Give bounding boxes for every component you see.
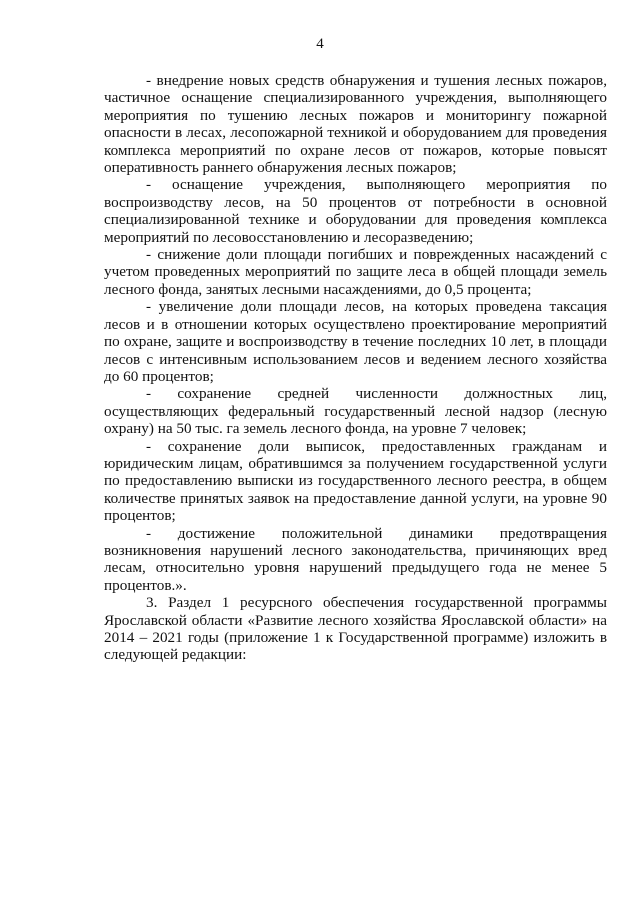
paragraph-register-extracts-share: - сохранение доли выписок, предоставленных гражданам и юридическим лицам, обратившимся за получением государственной услуги по предоставлению выписки из государственного лесного реестра, в общем количестве принятых заявок на предоставление данной услуги, на уровне 90 процентов; [104, 437, 607, 525]
paragraph-new-fire-detection-means: - внедрение новых средств обнаружения и тушения лесных пожаров, частичное оснащение специализированного учреждения, выполняющего мероприятия по тушению лесных пожаров и мониторингу пожарной опасности в лесах, лесопожарной техникой и оборудованием для проведения комплекса мероприятий по охране лесов от пожаров, которые повысят оперативность раннего обнаружения лесных пожаров; [104, 72, 607, 177]
page-number: 4 [316, 36, 324, 52]
paragraph-section-1-amendment: 3. Раздел 1 ресурсного обеспечения государственной программы Ярославской области «Развитие лесного хозяйства Ярославской области» на 2014 – 2021 годы (приложение 1 к Государственной программе) изложить в следующей редакции: [104, 594, 607, 664]
paragraph-damaged-stands-reduction: - снижение доли площади погибших и поврежденных насаждений с учетом проведенных мероприятий по защите леса в общей площади земель лесного фонда, занятых лесными насаждениями, до 0,5 процента; [104, 246, 607, 298]
document-body [104, 72, 607, 664]
paragraph-violations-prevention: - достижение положительной динамики предотвращения возникновения нарушений лесного законодательства, причиняющих вред лесам, относительно уровня нарушений предыдущего года не менее 5 процентов.». [104, 524, 607, 594]
paragraph-taxation-area-increase: - увеличение доли площади лесов, на которых проведена таксация лесов и в отношении которых осуществлено проектирование мероприятий по охране, защите и воспроизводству в течение последних 10 лет, в площади лесов с интенсивным использованием лесов и ведением лесного хозяйства до 60 процентов; [104, 298, 607, 385]
paragraph-reproduction-equipment: - оснащение учреждения, выполняющего мероприятия по воспроизводству лесов, на 50 процентов от потребности в основной специализированной технике и оборудовании для проведения комплекса мероприятий по лесовосстановлению и лесоразведению; [104, 176, 607, 246]
paragraph-forest-supervision-staff: - сохранение средней численности должностных лиц, осуществляющих федеральный государственный лесной надзор (лесную охрану) на 50 тыс. га земель лесного фонда, на уровне 7 человек; [104, 385, 607, 438]
